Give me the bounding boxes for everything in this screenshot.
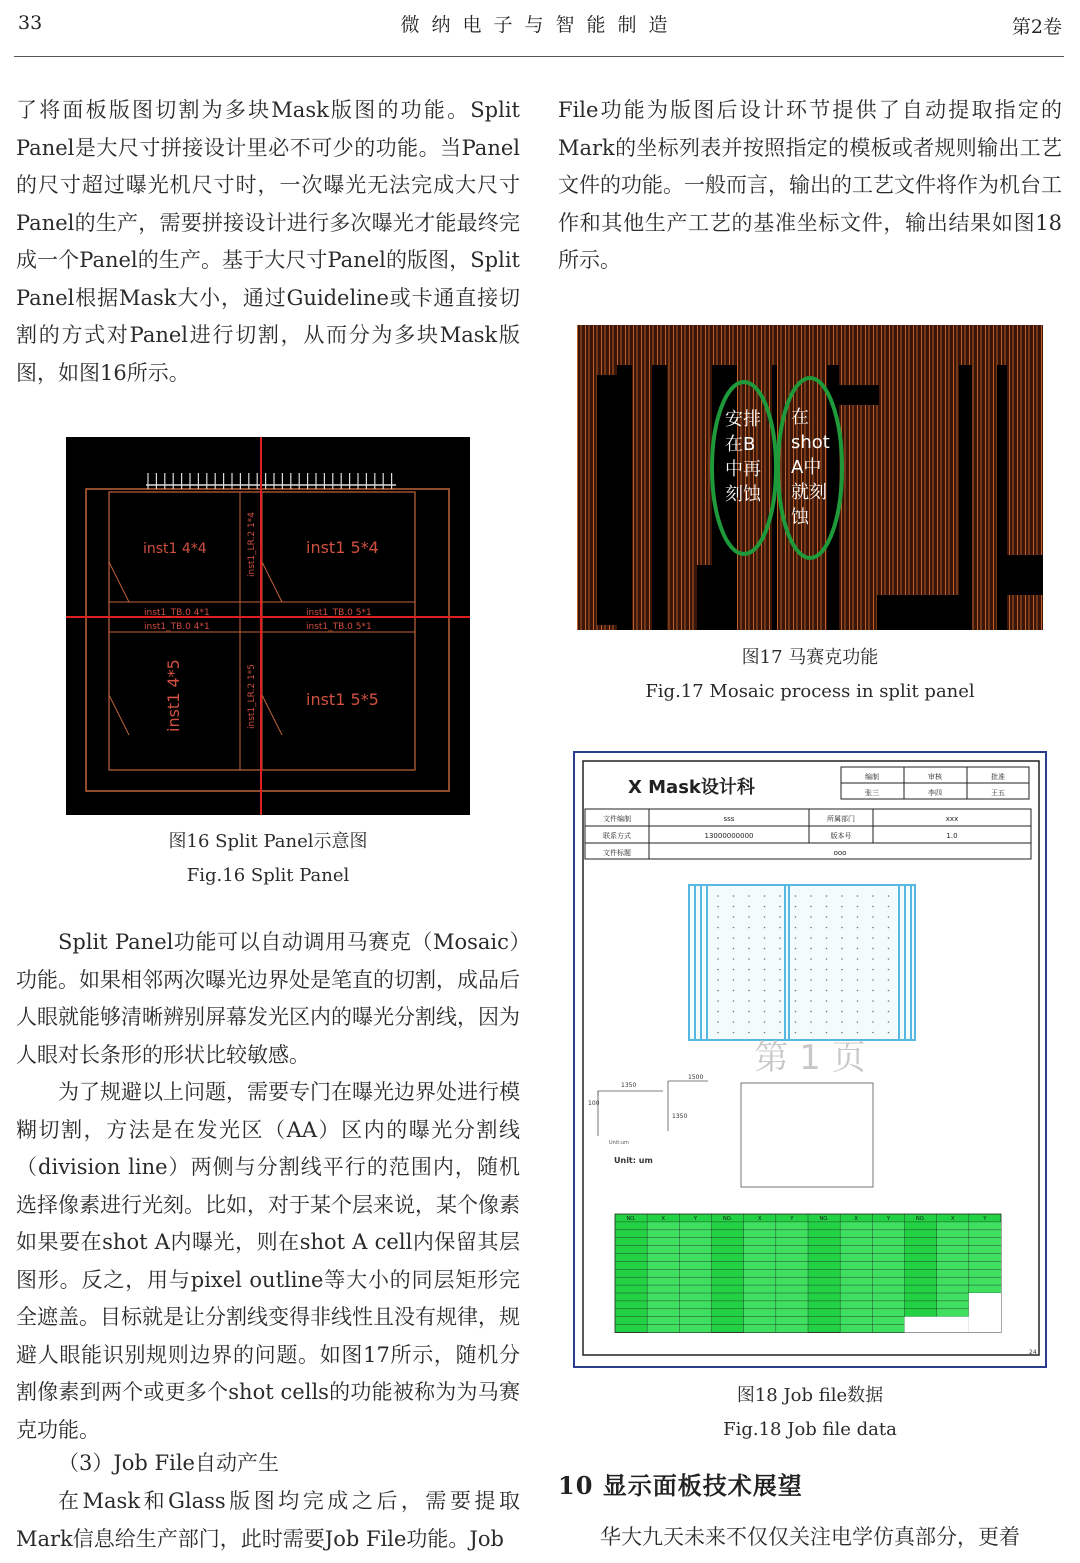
mark-dot xyxy=(795,916,797,918)
mark-dot xyxy=(717,979,719,981)
mark-dot xyxy=(748,906,750,908)
mark-dot xyxy=(857,927,859,929)
mark-dot xyxy=(841,1011,843,1013)
mark-dot xyxy=(779,895,781,897)
mark-dot xyxy=(810,990,812,992)
mark-dot xyxy=(841,895,843,897)
mark-dot xyxy=(795,927,797,929)
mosaic-block xyxy=(839,595,879,630)
cell-label-tr: inst1 5*4 xyxy=(306,538,379,557)
mark-dot xyxy=(717,916,719,918)
mark-dot xyxy=(717,895,719,897)
mark-dot xyxy=(872,1032,874,1034)
mark-dot xyxy=(733,948,735,950)
mark-dot xyxy=(810,1032,812,1034)
page-header xyxy=(0,0,1080,58)
mark-dot xyxy=(748,979,750,981)
mosaic-gap xyxy=(922,595,972,630)
header-rule xyxy=(14,56,1064,57)
mark-dot xyxy=(857,948,859,950)
mark-dot xyxy=(795,1021,797,1023)
mark-dot xyxy=(764,958,766,960)
mosaic-gap xyxy=(839,385,879,405)
mosaic-gap xyxy=(877,595,907,630)
mark-dot xyxy=(795,906,797,908)
mark-dot xyxy=(888,916,890,918)
mark-dot xyxy=(826,937,828,939)
mark-dot xyxy=(857,1000,859,1002)
mark-dot xyxy=(857,895,859,897)
mark-dot xyxy=(841,969,843,971)
mosaic-block xyxy=(1007,595,1043,630)
job-file-sheet xyxy=(573,751,1047,1368)
split-panel-diagram xyxy=(66,437,470,815)
mark-dot xyxy=(795,1032,797,1034)
oval-left-text-line: 安排 xyxy=(725,409,761,430)
mark-dot xyxy=(872,937,874,939)
mark-dot xyxy=(826,979,828,981)
unit-label: Unit: um xyxy=(614,1156,653,1165)
mark-dot xyxy=(810,948,812,950)
mark-dot xyxy=(857,1011,859,1013)
mark-dot xyxy=(764,906,766,908)
mark-dot xyxy=(764,1021,766,1023)
mark-dot xyxy=(779,1032,781,1034)
mark-dot xyxy=(795,895,797,897)
left-paragraph-5: 在Mask和Glass版图均完成之后，需要提取Mark信息给生产部门，此时需要Job File功能。Job xyxy=(16,1489,520,1551)
mark-dot xyxy=(841,906,843,908)
info-label-1: 文件编制 xyxy=(603,815,631,823)
mark-dot xyxy=(733,895,735,897)
mark-dot xyxy=(748,1011,750,1013)
mark-dot xyxy=(810,895,812,897)
mark-dot xyxy=(888,948,890,950)
mark-dot xyxy=(872,1000,874,1002)
figure-18 xyxy=(573,751,1047,1368)
mark-dot xyxy=(888,1011,890,1013)
mark-dot xyxy=(841,1032,843,1034)
right-paragraph-6: 华大九天未来不仅仅关注电学仿真部分，更着 xyxy=(600,1525,1020,1549)
info-value-2: xxx xyxy=(945,815,959,823)
mark-dot xyxy=(764,937,766,939)
mark-dot xyxy=(826,1000,828,1002)
sign-label-2: 审核 xyxy=(928,773,942,781)
left-paragraph-1: 了将面板版图切割为多块Mask版图的功能。Split Panel是大尺寸拼接设计里必不可少的功能。当Panel的尺寸超过曝光机尺寸时，一次曝光无法完成大尺寸Panel的生产，需要拼接设计进行多次曝光才能最终完成一个Panel的生产。基于大尺寸Panel的版图，Split Panel根据Mask大小，通过Guideline或卡通直接切割的方式对Panel进行切割，从而分为多块Mask版图，如图16所示。 xyxy=(16,98,520,385)
left-paragraph-2: Split Panel功能可以自动调用马赛克（Mosaic）功能。如果相邻两次曝光边界处是笔直的切割，成品后人眼就能够清晰辨别屏幕发光区内的曝光分割线，因为人眼对长条形的形状比较敏感。 xyxy=(16,930,520,1067)
mark-table-header: Y xyxy=(790,1216,794,1222)
mark-dot xyxy=(795,958,797,960)
left-paragraph-4: （3）Job File自动产生 xyxy=(58,1451,279,1475)
v-label-bot: inst1_LR.2 1*5 xyxy=(247,664,257,729)
mark-table-header: Y xyxy=(983,1216,987,1222)
mark-table-header: X xyxy=(661,1216,665,1222)
mark-dot xyxy=(857,979,859,981)
mark-dot xyxy=(764,969,766,971)
mark-dot xyxy=(857,958,859,960)
mark-dot xyxy=(810,1021,812,1023)
dim-label-4: 1350 xyxy=(672,1113,688,1120)
mark-dot xyxy=(841,958,843,960)
mark-dot xyxy=(733,906,735,908)
fig16-caption-cn: 图16 Split Panel示意图 xyxy=(168,831,368,852)
mark-dot xyxy=(717,927,719,929)
mark-dot xyxy=(748,1032,750,1034)
mark-table-header: Y xyxy=(693,1216,697,1222)
mark-dot xyxy=(717,969,719,971)
mark-dot xyxy=(748,927,750,929)
mark-dot xyxy=(872,979,874,981)
mark-dot xyxy=(733,990,735,992)
mark-dot xyxy=(779,927,781,929)
mark-dot xyxy=(810,937,812,939)
mark-dot xyxy=(764,1000,766,1002)
fig18-caption-en: Fig.18 Job file data xyxy=(723,1419,897,1440)
cell-label-bl: inst1 4*5 xyxy=(164,659,183,732)
mark-table-header: X xyxy=(951,1216,955,1222)
mark-dot xyxy=(748,1000,750,1002)
oval-right-text-line: 在 xyxy=(791,407,809,428)
mark-dot xyxy=(888,1021,890,1023)
mark-dot xyxy=(888,895,890,897)
mark-dot xyxy=(826,1011,828,1013)
mark-dot xyxy=(857,990,859,992)
oval-right-text-line: 就刻 xyxy=(791,482,827,503)
mark-dot xyxy=(810,906,812,908)
oval-left-text-line: 在B xyxy=(725,434,756,455)
mosaic-block xyxy=(972,325,997,630)
mark-dot xyxy=(779,990,781,992)
mark-dot xyxy=(826,1021,828,1023)
mark-dot xyxy=(733,937,735,939)
mark-dot xyxy=(857,1021,859,1023)
mark-dot xyxy=(779,958,781,960)
mark-dot xyxy=(779,969,781,971)
mark-dot xyxy=(717,937,719,939)
mosaic-block xyxy=(897,365,937,595)
mark-dot xyxy=(872,958,874,960)
mark-dot xyxy=(810,916,812,918)
mosaic-diagram xyxy=(577,325,1043,630)
mark-dot xyxy=(733,969,735,971)
mark-dot xyxy=(826,906,828,908)
mark-dot xyxy=(826,1032,828,1034)
mark-dot xyxy=(841,937,843,939)
page-watermark: 第 1 页 xyxy=(754,1038,866,1078)
mark-dot xyxy=(779,1021,781,1023)
mark-dot xyxy=(795,979,797,981)
mark-dot xyxy=(872,916,874,918)
mark-dot xyxy=(888,969,890,971)
mark-dot xyxy=(872,969,874,971)
mark-dot xyxy=(717,1032,719,1034)
mark-dot xyxy=(810,1011,812,1013)
page-number: 33 xyxy=(18,12,43,34)
mark-dot xyxy=(810,927,812,929)
fig17-caption-en: Fig.17 Mosaic process in split panel xyxy=(645,681,975,702)
mark-dot xyxy=(779,906,781,908)
mark-dot xyxy=(795,1011,797,1013)
figure-16 xyxy=(66,437,470,815)
mark-dot xyxy=(872,1011,874,1013)
mosaic-block xyxy=(577,325,1043,365)
mark-dot xyxy=(810,1000,812,1002)
sign-name-3: 王五 xyxy=(991,789,1005,797)
mark-dot xyxy=(810,969,812,971)
mosaic-gap xyxy=(697,565,737,630)
figure-17 xyxy=(577,325,1043,630)
mosaic-block xyxy=(632,325,652,630)
mark-dot xyxy=(810,979,812,981)
mark-dot xyxy=(733,1000,735,1002)
sign-name-2: 李四 xyxy=(928,789,942,797)
info-label-5: 文件标题 xyxy=(603,849,631,857)
dim-label-3: 100 xyxy=(588,1100,600,1107)
mark-dot xyxy=(717,958,719,960)
mark-table-header: NO. xyxy=(916,1216,926,1222)
mark-table-header: NO. xyxy=(723,1216,733,1222)
mark-dot xyxy=(841,990,843,992)
mid-label-r2: inst1_TB.0 5*1 xyxy=(306,622,372,632)
mark-dot xyxy=(888,1032,890,1034)
mark-table-header: Y xyxy=(886,1216,890,1222)
job-file-title: X Mask设计科 xyxy=(628,777,755,798)
mark-dot xyxy=(717,1011,719,1013)
info-label-3: 联系方式 xyxy=(603,832,631,840)
dim-label-1: 1350 xyxy=(621,1082,637,1089)
mark-dot xyxy=(717,1021,719,1023)
mark-dot xyxy=(779,948,781,950)
mark-dot xyxy=(764,990,766,992)
mark-dot xyxy=(733,1032,735,1034)
mark-dot xyxy=(733,958,735,960)
mark-dot xyxy=(888,1000,890,1002)
dim-label-2: 1500 xyxy=(688,1074,704,1081)
mark-dot xyxy=(872,906,874,908)
fig17-caption-cn: 图17 马赛克功能 xyxy=(741,647,879,668)
mark-dot xyxy=(733,979,735,981)
panel-outline xyxy=(689,885,915,1040)
mark-dot xyxy=(872,948,874,950)
mark-dot xyxy=(764,927,766,929)
mark-dot xyxy=(888,990,890,992)
oval-left-text-line: 刻蚀 xyxy=(725,484,761,505)
volume-label: 第2卷 xyxy=(1011,16,1062,38)
mid-label-r1: inst1_TB.0 5*1 xyxy=(306,608,372,618)
mark-dot xyxy=(872,1021,874,1023)
info-label-4: 版本号 xyxy=(830,832,852,840)
mark-dot xyxy=(857,937,859,939)
mark-table-header: NO. xyxy=(819,1216,829,1222)
mark-dot xyxy=(826,948,828,950)
mark-dot xyxy=(764,1032,766,1034)
mark-dot xyxy=(764,948,766,950)
mark-dot xyxy=(857,1032,859,1034)
mark-dot xyxy=(841,979,843,981)
sheet-page-number: 24 xyxy=(1029,1349,1037,1356)
left-paragraph-3: 为了规避以上问题，需要专门在曝光边界处进行模糊切割，方法是在发光区（AA）区内的曝光分割线（division line）两侧与分割线平行的范围内，随机选择像素进行光刻。比如，对于某个层来说，某个像素如果要在shot A内曝光，则在shot A cell内保留其层图形。反之，用与pixel outline等大小的同层矩形完全遮盖。目标就是让分割线变得非线性且没有规律，规避人眼能识别规则边界的问题。如图17所示，随机分割像素到两个或更多个shot cells的功能被称为为马赛克功能。 xyxy=(16,1080,520,1442)
mark-dot xyxy=(748,958,750,960)
oval-right-text-line: shot xyxy=(791,432,830,453)
mark-dot xyxy=(748,916,750,918)
v-label-top: inst1_LR.2 1*4 xyxy=(247,512,257,577)
mark-dot xyxy=(841,1000,843,1002)
mark-dot xyxy=(764,979,766,981)
mark-table-header: X xyxy=(758,1216,762,1222)
oval-right-text-line: A中 xyxy=(791,457,822,478)
info-value-3: 13000000000 xyxy=(704,832,754,840)
mid-label-l2: inst1_TB.0 4*1 xyxy=(144,622,210,632)
mark-dot xyxy=(717,948,719,950)
mark-dot xyxy=(888,906,890,908)
sign-label-1: 编制 xyxy=(865,773,879,781)
mark-dot xyxy=(748,937,750,939)
mark-dot xyxy=(795,1000,797,1002)
mosaic-gap xyxy=(597,375,617,625)
mark-dot xyxy=(888,927,890,929)
info-value-4: 1.0 xyxy=(946,832,958,840)
mark-table-empty xyxy=(905,1317,969,1333)
mark-dot xyxy=(748,969,750,971)
mark-dot xyxy=(748,1021,750,1023)
mark-dot xyxy=(779,1000,781,1002)
mark-dot xyxy=(764,1011,766,1013)
mark-dot xyxy=(826,990,828,992)
mark-dot xyxy=(795,990,797,992)
mark-table-header: X xyxy=(854,1216,858,1222)
mark-dot xyxy=(872,990,874,992)
cell-label-br: inst1 5*5 xyxy=(306,690,379,709)
mark-dot xyxy=(795,969,797,971)
mark-dot xyxy=(888,958,890,960)
mark-dot xyxy=(733,1011,735,1013)
mark-dot xyxy=(748,990,750,992)
mark-dot xyxy=(779,979,781,981)
info-label-2: 所属部门 xyxy=(827,815,855,823)
mark-dot xyxy=(826,916,828,918)
mark-dot xyxy=(733,927,735,929)
mark-dot xyxy=(841,1021,843,1023)
mark-dot xyxy=(748,895,750,897)
info-value-1: sss xyxy=(723,815,735,823)
mark-dot xyxy=(779,1011,781,1013)
mark-dot xyxy=(857,916,859,918)
mark-dot xyxy=(826,927,828,929)
mid-label-l1: inst1_TB.0 4*1 xyxy=(144,608,210,618)
oval-right-text-line: 蚀 xyxy=(791,507,809,528)
mark-dot xyxy=(872,895,874,897)
mark-dot xyxy=(733,916,735,918)
fig18-caption-cn: 图18 Job file数据 xyxy=(736,1385,884,1406)
mark-dot xyxy=(841,916,843,918)
cell-label-tl: inst1 4*4 xyxy=(143,541,207,557)
info-value-5: ooo xyxy=(833,849,847,857)
mark-dot xyxy=(826,895,828,897)
mark-dot xyxy=(795,948,797,950)
mark-dot xyxy=(795,937,797,939)
mark-dot xyxy=(888,979,890,981)
unit-label-small: Unit:um xyxy=(609,1140,629,1146)
mark-table-empty xyxy=(969,1293,1001,1333)
mark-table-header: NO. xyxy=(626,1216,636,1222)
sign-name-1: 张三 xyxy=(865,789,879,797)
mark-dot xyxy=(826,969,828,971)
mark-dot xyxy=(717,990,719,992)
oval-left-text-line: 中再 xyxy=(725,459,761,480)
journal-title: 微纳电子与智能制造 xyxy=(400,14,680,36)
mark-dot xyxy=(764,916,766,918)
section-heading: 10 显示面板技术展望 xyxy=(558,1471,803,1500)
mark-dot xyxy=(779,916,781,918)
mark-dot xyxy=(888,937,890,939)
mark-dot xyxy=(841,927,843,929)
mark-dot xyxy=(779,937,781,939)
mark-dot xyxy=(841,948,843,950)
mark-dot xyxy=(826,958,828,960)
right-paragraph-1: File功能为版图后设计环节提供了自动提取指定的Mark的坐标列表并按照指定的模板或者规则输出工艺文件的功能。一般而言，输出的工艺文件将作为机台工作和其他生产工艺的基准坐标文件，输出结果如图18所示。 xyxy=(558,98,1062,272)
sign-label-3: 批准 xyxy=(991,773,1005,781)
mark-dot xyxy=(857,906,859,908)
mark-dot xyxy=(717,906,719,908)
mark-dot xyxy=(748,948,750,950)
fig16-caption-en: Fig.16 Split Panel xyxy=(186,865,350,886)
mark-dot xyxy=(717,1000,719,1002)
mark-dot xyxy=(872,927,874,929)
mark-dot xyxy=(857,969,859,971)
mark-dot xyxy=(810,958,812,960)
mark-dot xyxy=(733,1021,735,1023)
mark-dot xyxy=(764,895,766,897)
